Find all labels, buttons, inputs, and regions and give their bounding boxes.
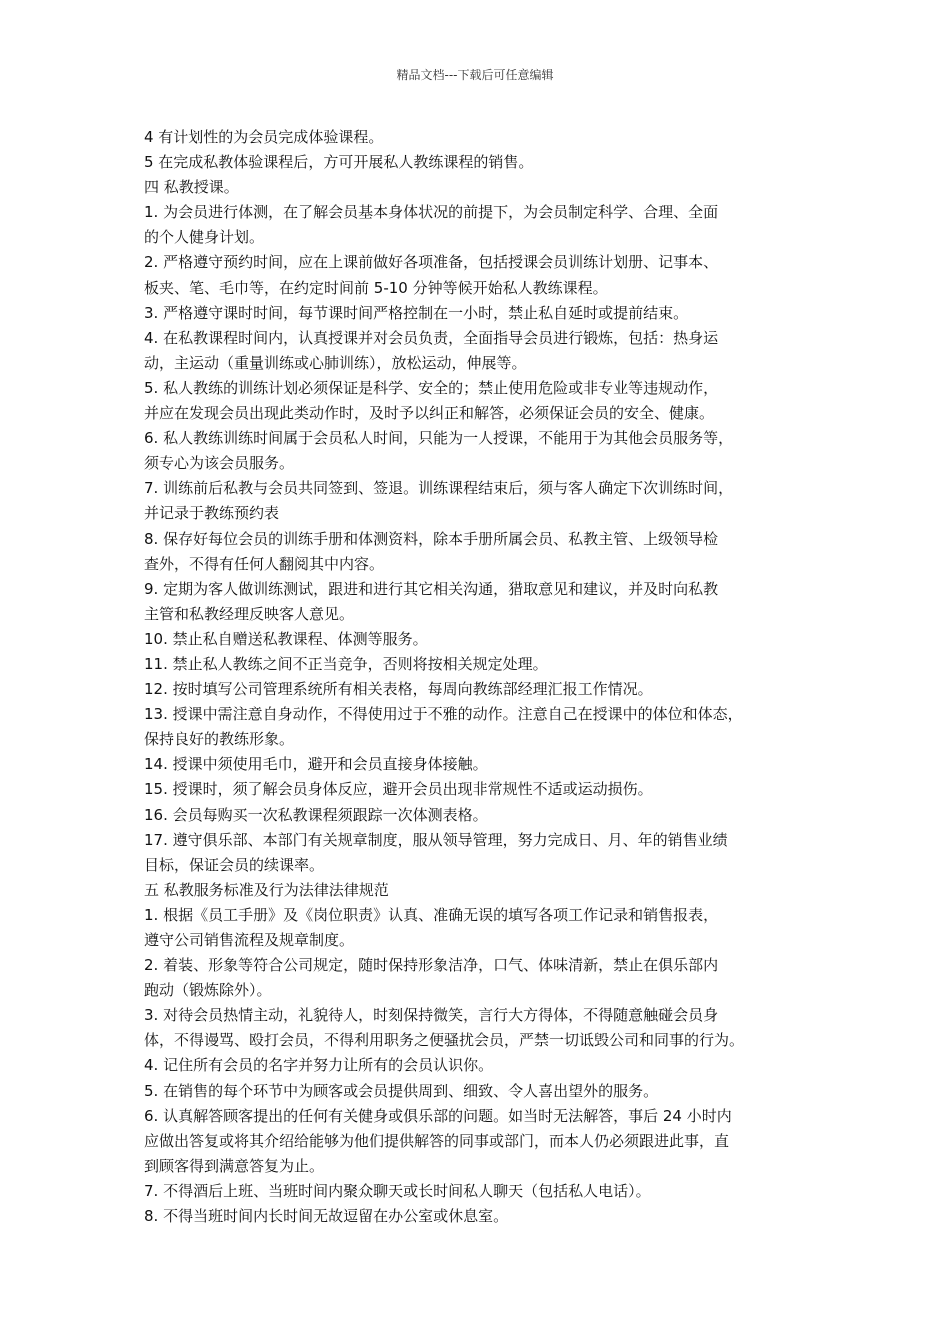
- section-heading: 四 私教授课。: [144, 178, 239, 197]
- text-line: 5. 私人教练的训练计划必须保证是科学、安全的；禁止使用危险或非专业等违规动作，: [144, 378, 719, 397]
- text-line: 的个人健身计划。: [144, 228, 265, 247]
- text-line: 3. 对待会员热情主动，礼貌待人，时刻保持微笑，言行大方得体，不得随意触碰会员身: [144, 1006, 719, 1025]
- text-line: 8. 不得当班时间内长时间无故逗留在办公室或休息室。: [144, 1207, 509, 1226]
- text-line: 14. 授课中须使用毛巾，避开和会员直接身体接触。: [144, 755, 488, 774]
- text-line: 6. 私人教练训练时间属于会员私人时间，只能为一人授课，不能用于为其他会员服务等，: [144, 429, 734, 448]
- text-line: 12. 按时填写公司管理系统所有相关表格，每周向教练部经理汇报工作情况。: [144, 680, 653, 699]
- text-line: 遵守公司销售流程及规章制度。: [144, 931, 355, 949]
- text-line: 到顾客得到满意答复为止。: [144, 1156, 325, 1175]
- text-line: 11. 禁止私人教练之间不正当竞争，否则将按相关规定处理。: [144, 654, 548, 673]
- text-line: 5 在完成私教体验课程后，方可开展私人教练课程的销售。: [144, 153, 534, 172]
- section-heading: 五 私教服务标准及行为法律法律规范: [144, 880, 389, 899]
- text-line: 10. 禁止私自赠送私教课程、体测等服务。: [144, 629, 428, 648]
- text-line: 9. 定期为客人做训练测试，跟进和进行其它相关沟通，猎取意见和建议，并及时向私教: [144, 579, 719, 598]
- text-line: 体，不得谩骂、殴打会员，不得利用职务之便骚扰会员，严禁一切诋毁公司和同事的行为。: [144, 1031, 745, 1050]
- text-line: 3. 严格遵守课时时间，每节课时间严格控制在一小时，禁止私自延时或提前结束。: [144, 303, 689, 322]
- text-line: 应做出答复或将其介绍给能够为他们提供解答的同事或部门，而本人仍必须跟进此事，直: [144, 1131, 730, 1150]
- text-line: 板夹、笔、毛巾等，在约定时间前 5-10 分钟等候开始私人教练课程。: [144, 278, 608, 297]
- text-line: 8. 保存好每位会员的训练手册和体测资料，除本手册所属会员、私教主管、上级领导检: [144, 529, 719, 548]
- text-line: 4. 记住所有会员的名字并努力让所有的会员认识你。: [144, 1056, 494, 1075]
- text-line: 目标，保证会员的续课率。: [144, 855, 325, 874]
- text-line: 2. 着装、形象等符合公司规定，随时保持形象洁净，口气、体味清新，禁止在俱乐部内: [144, 956, 719, 975]
- text-line: 6. 认真解答顾客提出的任何有关健身或俱乐部的问题。如当时无法解答，事后 24 小时内: [144, 1106, 732, 1125]
- text-line: 13. 授课中需注意自身动作，不得使用过于不雅的动作。注意自己在授课中的体位和体态，: [144, 705, 743, 724]
- text-line: 1. 根据《员工手册》及《岗位职责》认真、准确无误的填写各项工作记录和销售报表，: [144, 905, 719, 924]
- text-line: 17. 遵守俱乐部、本部门有关规章制度，服从领导管理，努力完成日、月、年的销售业绩: [144, 830, 728, 849]
- text-line: 1. 为会员进行体测，在了解会员基本身体状况的前提下，为会员制定科学、合理、全面: [144, 203, 719, 222]
- text-line: 须专心为该会员服务。: [144, 454, 295, 473]
- text-line: 跑动（锻炼除外）。: [144, 981, 272, 1000]
- text-line: 2. 严格遵守预约时间，应在上课前做好各项准备，包括授课会员训练计划册、记事本、: [144, 253, 719, 272]
- text-line: 4 有计划性的为会员完成体验课程。: [144, 128, 384, 146]
- text-line: 4. 在私教课程时间内，认真授课并对会员负责，全面指导会员进行锻炼，包括：热身运: [144, 328, 719, 347]
- document-body: [144, 125, 819, 1229]
- text-line: 主管和私教经理反映客人意见。: [144, 604, 355, 623]
- text-line: 并记录于教练预约表: [144, 504, 280, 523]
- text-line: 7. 训练前后私教与会员共同签到、签退。训练课程结束后，须与客人确定下次训练时间，: [144, 479, 734, 498]
- text-line: 7. 不得酒后上班、当班时间内聚众聊天或长时间私人聊天（包括私人电话）。: [144, 1181, 651, 1200]
- text-line: 16. 会员每购买一次私教课程须跟踪一次体测表格。: [144, 805, 488, 824]
- text-line: 查外，不得有任何人翻阅其中内容。: [144, 554, 385, 573]
- text-line: 15. 授课时，须了解会员身体反应，避开会员出现非常规性不适或运动损伤。: [144, 780, 653, 799]
- text-line: 并应在发现会员出现此类动作时，及时予以纠正和解答，必须保证会员的安全、健康。: [144, 404, 715, 423]
- text-line: 保持良好的教练形象。: [144, 730, 295, 749]
- text-line: 动，主运动（重量训练或心肺训练），放松运动，伸展等。: [144, 353, 527, 372]
- page-header: 精品文档---下载后可任意编辑: [396, 68, 554, 82]
- text-line: 5. 在销售的每个环节中为顾客或会员提供周到、细致、令人喜出望外的服务。: [144, 1081, 659, 1100]
